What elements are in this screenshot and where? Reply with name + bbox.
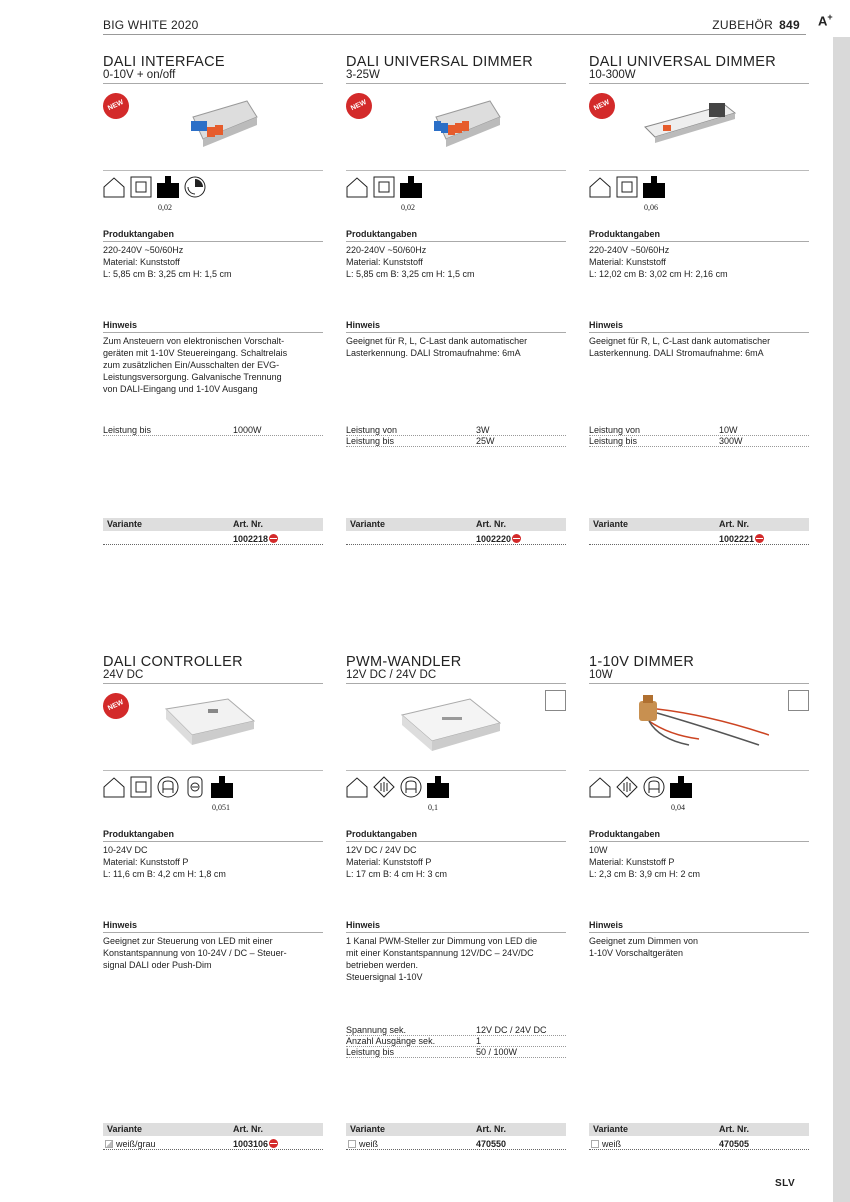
icon-rule	[346, 170, 566, 171]
safety-class-icon	[157, 776, 179, 798]
note-line: Zum Ansteuern von elektronischen Vorschalt-	[103, 336, 285, 346]
spec-line: L: 5,85 cm B: 3,25 cm H: 1,5 cm	[103, 269, 232, 279]
variant-row[interactable]	[103, 533, 323, 545]
product-subtitle: 0-10V + on/off	[103, 69, 176, 81]
variant-name: weiß	[602, 1139, 622, 1149]
variant-row[interactable]	[103, 1138, 323, 1150]
article-number[interactable]: 470505	[719, 1139, 750, 1149]
variant-row[interactable]	[589, 533, 809, 545]
energy-class-tab	[806, 0, 850, 37]
weight-value: 0,02	[158, 203, 172, 212]
weight-value: 0,1	[428, 803, 438, 812]
square-icon	[130, 176, 152, 198]
section-heading-notes: Hinweis	[346, 320, 381, 330]
note-line: Geeignet zum Dimmen von	[589, 936, 699, 946]
spec-row	[589, 425, 809, 436]
variant-header	[103, 1123, 323, 1136]
note-line: Leistungsversorgung. Galvanische Trennung	[103, 372, 282, 382]
spec-line: Material: Kunststoff	[103, 257, 180, 267]
square-icon	[373, 176, 395, 198]
new-badge: NEW	[342, 89, 377, 124]
spec-row	[346, 436, 566, 447]
spec-row	[346, 1036, 566, 1047]
article-number-cell	[476, 533, 521, 545]
spec-label: Leistung von	[589, 425, 641, 435]
weight-icon	[643, 176, 665, 198]
color-swatch-icon	[348, 1140, 356, 1148]
note-line: betrieben werden.	[346, 960, 419, 970]
variant-row[interactable]	[346, 1138, 566, 1150]
spec-label: Leistung von	[346, 425, 398, 435]
spec-value: 3W	[476, 425, 490, 435]
spec-value: 50 / 100W	[476, 1047, 518, 1057]
note-line: 1 Kanal PWM-Steller zur Dimmung von LED die	[346, 936, 538, 946]
section-heading-notes: Hinweis	[589, 920, 624, 930]
title-rule	[589, 83, 809, 84]
note-line: Konstantspannung von 10-24V / DC – Steuer-	[103, 948, 287, 958]
artnr-col-label: Art. Nr.	[476, 1124, 507, 1134]
note-line: 1-10V Vorschaltgeräten	[589, 948, 684, 958]
spec-line: Material: Kunststoff	[589, 257, 666, 267]
energy-label-icon[interactable]	[269, 534, 278, 543]
spec-value: 10W	[719, 425, 738, 435]
house-icon	[346, 776, 368, 798]
spec-value: 12V DC / 24V DC	[476, 1025, 547, 1035]
section-rule	[346, 332, 566, 333]
section-heading-specs: Produktangaben	[589, 229, 661, 239]
variant-name-cell	[105, 1138, 156, 1150]
article-number-cell	[476, 1138, 506, 1150]
product-title: DALI CONTROLLER	[103, 654, 243, 670]
house-icon	[103, 176, 125, 198]
variant-name-cell	[591, 1138, 621, 1150]
variant-header	[589, 1123, 809, 1136]
product-card	[589, 655, 809, 1155]
article-number-cell	[719, 533, 764, 545]
weight-icon	[427, 776, 449, 798]
spec-row	[346, 1047, 566, 1058]
variant-header	[103, 518, 323, 531]
article-number-cell	[233, 533, 278, 545]
new-badge: NEW	[99, 689, 134, 724]
section-heading-notes: Hinweis	[589, 320, 624, 330]
spec-line: Material: Kunststoff P	[589, 857, 675, 867]
color-swatch-icon	[105, 1140, 113, 1148]
article-number[interactable]: 1002220	[476, 534, 512, 544]
spec-line: Material: Kunststoff P	[346, 857, 432, 867]
spec-line: Material: Kunststoff	[346, 257, 423, 267]
notes-text	[346, 335, 566, 359]
category-name: ZUBEHÖR	[712, 18, 774, 32]
product-image	[173, 95, 263, 156]
weight-value: 0,051	[212, 803, 230, 812]
spec-table	[589, 425, 809, 447]
spec-label: Leistung bis	[346, 1047, 395, 1057]
spec-line: 220-240V ~50/60Hz	[103, 245, 184, 255]
energy-label-icon[interactable]	[269, 1139, 278, 1148]
spec-table	[346, 425, 566, 447]
section-rule	[103, 841, 323, 842]
weight-icon	[400, 176, 422, 198]
variant-name: weiß/grau	[116, 1139, 156, 1149]
variant-col-label: Variante	[350, 519, 386, 529]
article-number[interactable]: 470550	[476, 1139, 507, 1149]
note-line: signal DALI oder Push-Dim	[103, 960, 212, 970]
spec-row	[103, 425, 323, 436]
icon-row	[103, 776, 233, 798]
icon-row	[346, 176, 422, 198]
spec-label: Leistung bis	[589, 436, 638, 446]
product-title: DALI UNIVERSAL DIMMER	[589, 54, 777, 70]
spec-line: Material: Kunststoff P	[103, 857, 189, 867]
icon-rule	[346, 770, 566, 771]
house-icon	[589, 776, 611, 798]
variant-header	[346, 518, 566, 531]
notes-text	[589, 335, 809, 359]
product-card	[103, 655, 323, 1155]
spec-label: Leistung bis	[103, 425, 152, 435]
page-number: 849	[779, 18, 800, 32]
spec-row	[346, 1025, 566, 1036]
icon-rule	[103, 770, 323, 771]
square-icon	[130, 776, 152, 798]
product-card	[103, 55, 323, 555]
variant-row[interactable]	[346, 533, 566, 545]
product-image	[396, 695, 506, 762]
note-line: Lasterkennung. DALI Stromaufnahme: 6mA	[346, 348, 521, 358]
note-line: Geeignet für R, L, C-Last dank automatischer	[346, 336, 528, 346]
weight-value: 0,06	[644, 203, 658, 212]
product-subtitle: 12V DC / 24V DC	[346, 669, 437, 681]
section-rule	[589, 841, 809, 842]
product-image	[629, 695, 769, 756]
section-heading-notes: Hinweis	[103, 920, 138, 930]
spec-line: L: 5,85 cm B: 3,25 cm H: 1,5 cm	[346, 269, 475, 279]
safety-class-icon	[400, 776, 422, 798]
new-badge: NEW	[99, 89, 134, 124]
color-swatch-icon	[591, 1140, 599, 1148]
specs-text	[103, 244, 323, 280]
product-subtitle: 24V DC	[103, 669, 144, 681]
catalog-brand: BIG WHITE 2020	[103, 18, 199, 32]
spec-label: Anzahl Ausgänge sek.	[346, 1036, 436, 1046]
product-subtitle: 3-25W	[346, 69, 380, 81]
spec-value: 1000W	[233, 425, 262, 435]
section-heading-specs: Produktangaben	[346, 229, 418, 239]
article-number-cell	[719, 1138, 749, 1150]
dimmer-icon	[184, 176, 206, 198]
product-subtitle: 10W	[589, 669, 613, 681]
section-rule	[103, 241, 323, 242]
section-rule	[103, 332, 323, 333]
energy-label-icon[interactable]	[755, 534, 764, 543]
specs-text	[346, 844, 566, 880]
specs-text	[589, 844, 809, 880]
spec-line: 220-240V ~50/60Hz	[589, 245, 670, 255]
product-image	[158, 695, 258, 756]
empty-corner-box	[545, 690, 566, 711]
icon-row	[589, 176, 665, 198]
title-rule	[346, 83, 566, 84]
spec-label: Leistung bis	[346, 436, 395, 446]
header-rule	[103, 34, 806, 35]
section-heading-specs: Produktangaben	[589, 829, 661, 839]
note-line: geräten mit 1-10V Steuereingang. Schaltrelais	[103, 348, 288, 358]
house-icon	[346, 176, 368, 198]
section-heading-specs: Produktangaben	[103, 229, 175, 239]
spec-line: 10-24V DC	[103, 845, 148, 855]
note-line: Lasterkennung. DALI Stromaufnahme: 6mA	[589, 348, 764, 358]
section-rule	[346, 932, 566, 933]
icon-rule	[103, 170, 323, 171]
weight-icon	[157, 176, 179, 198]
variant-col-label: Variante	[350, 1124, 386, 1134]
variant-col-label: Variante	[107, 519, 143, 529]
spec-line: L: 2,3 cm B: 3,9 cm H: 2 cm	[589, 869, 701, 879]
section-rule	[589, 241, 809, 242]
empty-corner-box	[788, 690, 809, 711]
spec-row	[346, 425, 566, 436]
article-number[interactable]: 1002221	[719, 534, 755, 544]
notes-text	[103, 935, 323, 971]
weight-icon	[670, 776, 692, 798]
icon-row	[346, 776, 449, 798]
product-card	[346, 55, 566, 555]
product-image	[416, 95, 506, 156]
icon-rule	[589, 770, 809, 771]
title-rule	[346, 683, 566, 684]
note-line: Geeignet für R, L, C-Last dank automatischer	[589, 336, 771, 346]
spec-table	[346, 1025, 566, 1058]
artnr-col-label: Art. Nr.	[476, 519, 507, 529]
spec-row	[589, 436, 809, 447]
variant-col-label: Variante	[593, 1124, 629, 1134]
spec-line: L: 11,6 cm B: 4,2 cm H: 1,8 cm	[103, 869, 226, 879]
section-heading-specs: Produktangaben	[103, 829, 175, 839]
variant-name: weiß	[359, 1139, 379, 1149]
section-rule	[589, 932, 809, 933]
article-number-cell	[233, 1138, 278, 1150]
weight-icon	[211, 776, 233, 798]
note-line: mit einer Konstantspannung 12V/DC – 24V/DC	[346, 948, 534, 958]
artnr-col-label: Art. Nr.	[233, 519, 264, 529]
spec-line: 10W	[589, 845, 608, 855]
icon-row	[589, 776, 692, 798]
article-number[interactable]: 1002218	[233, 534, 269, 544]
notes-text	[346, 935, 566, 983]
spec-label: Spannung sek.	[346, 1025, 407, 1035]
product-image	[639, 95, 739, 156]
spec-line: 12V DC / 24V DC	[346, 845, 417, 855]
variant-header	[346, 1123, 566, 1136]
house-icon	[103, 776, 125, 798]
variant-header	[589, 518, 809, 531]
specs-text	[589, 244, 809, 280]
product-title: 1-10V DIMMER	[589, 654, 695, 670]
artnr-col-label: Art. Nr.	[719, 519, 750, 529]
title-rule	[103, 683, 323, 684]
energy-label-icon[interactable]	[512, 534, 521, 543]
spec-line: L: 17 cm B: 4 cm H: 3 cm	[346, 869, 448, 879]
energy-class-letter: A	[818, 13, 828, 29]
variant-row[interactable]	[589, 1138, 809, 1150]
spec-value: 300W	[719, 436, 743, 446]
spec-table	[103, 425, 323, 436]
square-icon	[616, 176, 638, 198]
weight-value: 0,04	[671, 803, 685, 812]
title-rule	[589, 683, 809, 684]
spec-line: L: 12,02 cm B: 3,02 cm H: 2,16 cm	[589, 269, 728, 279]
specs-text	[346, 244, 566, 280]
specs-text	[103, 844, 323, 880]
section-heading-specs: Produktangaben	[346, 829, 418, 839]
energy-class-plus: +	[827, 12, 833, 22]
spec-line: 220-240V ~50/60Hz	[346, 245, 427, 255]
title-rule	[103, 83, 323, 84]
side-strip	[833, 0, 850, 1202]
section-rule	[346, 241, 566, 242]
article-number[interactable]: 1003106	[233, 1139, 269, 1149]
new-badge: NEW	[585, 89, 620, 124]
spec-value: 1	[476, 1036, 482, 1046]
spec-value: 25W	[476, 436, 495, 446]
safety-class-icon	[643, 776, 665, 798]
weight-value: 0,02	[401, 203, 415, 212]
section-rule	[346, 841, 566, 842]
section-heading-notes: Hinweis	[346, 920, 381, 930]
note-line: Geeignet zur Steuerung von LED mit einer	[103, 936, 273, 946]
artnr-col-label: Art. Nr.	[719, 1124, 750, 1134]
icon-row	[103, 176, 206, 198]
product-subtitle: 10-300W	[589, 69, 636, 81]
product-title: PWM-WANDLER	[346, 654, 462, 670]
notes-text	[103, 335, 323, 395]
variant-col-label: Variante	[593, 519, 629, 529]
variant-col-label: Variante	[107, 1124, 143, 1134]
house-icon	[589, 176, 611, 198]
diamond-icon	[616, 776, 638, 798]
notes-text	[589, 935, 809, 959]
section-rule	[589, 332, 809, 333]
icon-rule	[589, 170, 809, 171]
catalog-category	[712, 18, 800, 32]
diamond-icon	[373, 776, 395, 798]
product-card	[589, 55, 809, 555]
variant-name-cell	[348, 1138, 378, 1150]
note-line: zum zusätzlichen Ein/Ausschalten der EVG-	[103, 360, 280, 370]
slv-logo: SLV	[775, 1178, 796, 1189]
product-card	[346, 655, 566, 1155]
note-line: Steuersignal 1-10V	[346, 972, 423, 982]
driver-icon	[184, 776, 206, 798]
artnr-col-label: Art. Nr.	[233, 1124, 264, 1134]
section-heading-notes: Hinweis	[103, 320, 138, 330]
note-line: von DALI-Eingang und 1-10V Ausgang	[103, 384, 258, 394]
section-rule	[103, 932, 323, 933]
product-title: DALI UNIVERSAL DIMMER	[346, 54, 534, 70]
product-title: DALI INTERFACE	[103, 54, 225, 70]
